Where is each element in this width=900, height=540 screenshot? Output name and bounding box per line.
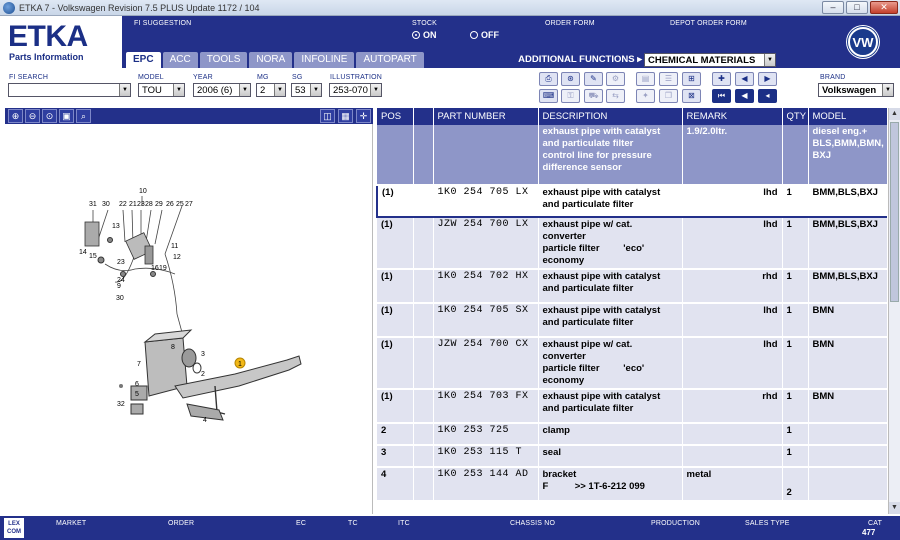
table-row[interactable]: 4 1K0 253 144 AD bracket F >> 1T-6-212 099 metal 2 [377,467,887,501]
chevron-down-icon[interactable]: ▼ [370,84,381,96]
svg-text:30[interactable]: 30 [102,201,110,208]
stock-off-radio[interactable]: OFF [470,30,499,40]
status-sales-type: SALES TYPE [745,520,790,527]
svg-text:12[interactable]: 12 [173,254,181,261]
tab-tools[interactable]: TOOLS [200,52,248,68]
chevron-down-icon[interactable]: ▼ [173,84,184,96]
zoom-area-icon[interactable]: ▣ [59,109,74,123]
sg-select[interactable]: 53 ▼ [291,83,322,97]
pin-icon[interactable]: ✚ [712,72,731,86]
illustration-toolbar [5,108,373,124]
col-model[interactable]: MODEL [808,108,887,125]
vw-logo: VW [846,25,880,59]
keyboard-icon[interactable]: ⌨ [539,89,558,103]
chevron-down-icon[interactable]: ▼ [764,54,775,66]
group-description: exhaust pipe with catalyst and particulate filter control line for pressure difference sensor [538,125,682,185]
year-select[interactable]: 2006 (6) ▼ [193,83,251,97]
svg-text:7[interactable]: 7 [137,361,141,368]
status-chassis: CHASSIS NO [510,520,556,527]
status-order: ORDER [168,520,195,527]
table-row[interactable]: (1) 1K0 254 703 FX exhaust pipe with catalyst and particulate filter rhd 1 BMN [377,389,887,423]
table-row[interactable]: (1) 1K0 254 705 SX exhaust pipe with catalyst and particulate filter lhd 1 BMN [377,303,887,337]
radio-selected-icon [412,31,420,39]
parts-table [376,108,887,514]
svg-text:3[interactable]: 3 [201,351,205,358]
illustration-select[interactable]: 253-070 ▼ [329,83,382,97]
expand-icon[interactable]: ✛ [356,109,371,123]
table-row[interactable]: (1) JZW 254 700 LX exhaust pipe w/ cat. converter particle filter 'eco' economy lhd 1 BMM,BLS,BXJ [377,217,887,269]
prev-page-icon[interactable]: ◀ [735,72,754,86]
key-icon[interactable]: ⚿ [561,89,580,103]
logo-subtitle: Parts Information [9,52,84,62]
fi-search-label: FI SEARCH [9,74,49,81]
table-view-icon[interactable]: ▦ [338,109,353,123]
chevron-down-icon[interactable]: ▼ [310,84,321,96]
svg-text:11[interactable]: 11 [171,243,179,250]
year-label: YEAR [193,74,213,81]
col-qty[interactable]: QTY [782,108,808,125]
tab-autopart[interactable]: AUTOPART [356,52,423,68]
svg-text:14[interactable]: 14 [79,249,87,256]
stock-on-radio[interactable]: ON [412,30,437,40]
depot-order-form-label[interactable]: DEPOT ORDER FORM [670,20,747,27]
svg-text:32[interactable]: 32 [117,401,125,408]
arrows-icon[interactable]: ⇆ [606,89,625,103]
stamp-icon[interactable]: ⊛ [561,72,580,86]
scroll-thumb[interactable] [890,122,899,302]
tab-nora[interactable]: NORA [249,52,292,68]
svg-text:30[interactable]: 30 [116,295,124,302]
col-pos[interactable]: POS [377,108,413,125]
scroll-down-icon[interactable]: ▼ [889,502,900,514]
col-flag [413,108,433,125]
exhaust-diagram[interactable] [5,124,373,514]
chevron-down-icon[interactable]: ▼ [239,84,250,96]
order-form-label[interactable]: ORDER FORM [545,20,595,27]
maximize-button[interactable]: □ [846,1,868,14]
car-icon[interactable]: ⛟ [584,89,603,103]
svg-text:23[interactable]: 23 [117,259,125,266]
table-scrollbar[interactable] [888,108,900,514]
main-tabs [126,52,424,68]
svg-text:31[interactable]: 31 [89,201,97,208]
chevron-down-icon[interactable]: ▼ [882,84,893,96]
tab-acc[interactable]: ACC [163,52,198,68]
zoom-fit-icon[interactable]: ⊙ [42,109,57,123]
list-icon[interactable]: ☰ [659,72,678,86]
col-description[interactable]: DESCRIPTION [538,108,682,125]
svg-text:8[interactable]: 8 [171,344,175,351]
svg-text:28[interactable]: 28 [145,201,153,208]
copy-icon[interactable]: ❐ [659,89,678,103]
zoom-in-icon[interactable]: ⊕ [8,109,23,123]
wrench-icon[interactable]: ✎ [584,72,603,86]
status-tc: TC [348,520,358,527]
sg-label: SG [292,74,303,81]
close-button[interactable]: ✕ [870,1,898,14]
note-icon[interactable]: ▤ [636,72,655,86]
status-itc: ITC [398,520,410,527]
radio-icon [470,31,478,39]
tab-epc[interactable]: EPC [126,52,161,68]
chevron-down-icon[interactable]: ▼ [119,84,130,96]
mg-select[interactable]: 2 ▼ [256,83,286,97]
tools-icon[interactable]: ⚙ [606,72,625,86]
next-page-icon[interactable]: ▶ [758,72,777,86]
window-title: ETKA 7 - Volkswagen Revision 7.5 PLUS Update 1172 / 104 [19,2,260,13]
svg-text:1: 1 [238,361,242,368]
table-row[interactable]: (1) 1K0 254 702 HX exhaust pipe with catalyst and particulate filter rhd 1 BMM,BLS,BXJ [377,269,887,303]
svg-text:10[interactable]: 10 [139,188,147,195]
table-row[interactable]: (1) 1K0 254 705 LX exhaust pipe with catalyst and particulate filter lhd 1 BMM,BLS,BXJ [377,185,887,217]
svg-text:16[interactable]: 16 [151,265,159,272]
print-icon[interactable]: ⎙ [539,72,558,86]
window-titlebar [0,0,900,16]
logo-text: ETKA [8,20,88,53]
back-single-icon[interactable]: ◂ [758,89,777,103]
svg-text:4[interactable]: 4 [203,417,207,424]
svg-text:5[interactable]: 5 [135,391,139,398]
additional-functions-label: ADDITIONAL FUNCTIONS ▸ [518,54,642,65]
table-row[interactable]: (1) JZW 254 700 CX exhaust pipe w/ cat. converter particle filter 'eco' economy lhd 1 BMN [377,337,887,389]
table-row[interactable]: 2 1K0 253 725 clamp 1 [377,423,887,445]
zoom-out-icon[interactable]: ⊖ [25,109,40,123]
svg-text:23[interactable]: 23 [137,201,145,208]
tab-infoline[interactable]: INFOLINE [294,52,354,68]
lexcom-logo: LEX COM [4,518,24,538]
app-icon [3,2,15,14]
svg-text:22[interactable]: 22 [119,201,127,208]
svg-text:29[interactable]: 29 [155,201,163,208]
group-remark: 1.9/2.0ltr. [682,125,782,185]
status-production: PRODUCTION [651,520,701,527]
first-icon[interactable]: ⏮ [712,89,731,103]
fi-suggestion-label: FI SUGGESTION [134,20,192,27]
brand-select[interactable]: Volkswagen ▼ [818,83,894,97]
illustration-area[interactable] [5,124,373,514]
split-view-icon[interactable]: ◫ [320,109,335,123]
svg-text:27[interactable]: 27 [185,201,193,208]
svg-text:6[interactable]: 6 [135,381,139,388]
group-model: diesel eng.+ BLS,BMM,BMN, BXJ [808,125,887,185]
cart-add-icon[interactable]: ⊞ [682,72,701,86]
brand-label: BRAND [820,74,846,81]
table-header [377,108,887,125]
status-market: MARKET [56,520,87,527]
cart-icon[interactable]: ⊠ [682,89,701,103]
col-part-number[interactable]: PART NUMBER [433,108,538,125]
group-header-row [377,125,887,185]
svg-text:24[interactable]: 24 [117,277,125,284]
gift-icon[interactable]: ✦ [636,89,655,103]
fi-search-input[interactable] [8,83,131,97]
model-select[interactable]: TOU ▼ [138,83,185,97]
additional-functions-select[interactable]: CHEMICAL MATERIALS ▼ [644,53,776,67]
svg-text:25[interactable]: 25 [176,201,184,208]
svg-text:2[interactable]: 2 [201,371,205,378]
status-cat: CAT [868,520,883,527]
svg-text:19[interactable]: 19 [159,265,167,272]
illustration-label: ILLUSTRATION [330,74,383,81]
back-icon[interactable]: ◀ [735,89,754,103]
mg-label: MG [257,74,269,81]
scroll-up-icon[interactable]: ▲ [889,108,900,120]
svg-text:26[interactable]: 26 [166,201,174,208]
magnifier-icon[interactable]: ⌕ [76,109,91,123]
col-remark[interactable]: REMARK [682,108,782,125]
svg-text:9[interactable]: 9 [117,283,121,290]
chevron-down-icon[interactable]: ▼ [274,84,285,96]
svg-text:21[interactable]: 21 [129,201,137,208]
stock-label: STOCK [412,20,437,27]
cat-value: 477 [862,528,876,537]
svg-text:13[interactable]: 13 [112,223,120,230]
status-ec: EC [296,520,307,527]
svg-text:15[interactable]: 15 [89,253,97,260]
table-row[interactable]: 3 1K0 253 115 T seal 1 [377,445,887,467]
minimize-button[interactable]: – [822,1,844,14]
model-label: MODEL [138,74,164,81]
